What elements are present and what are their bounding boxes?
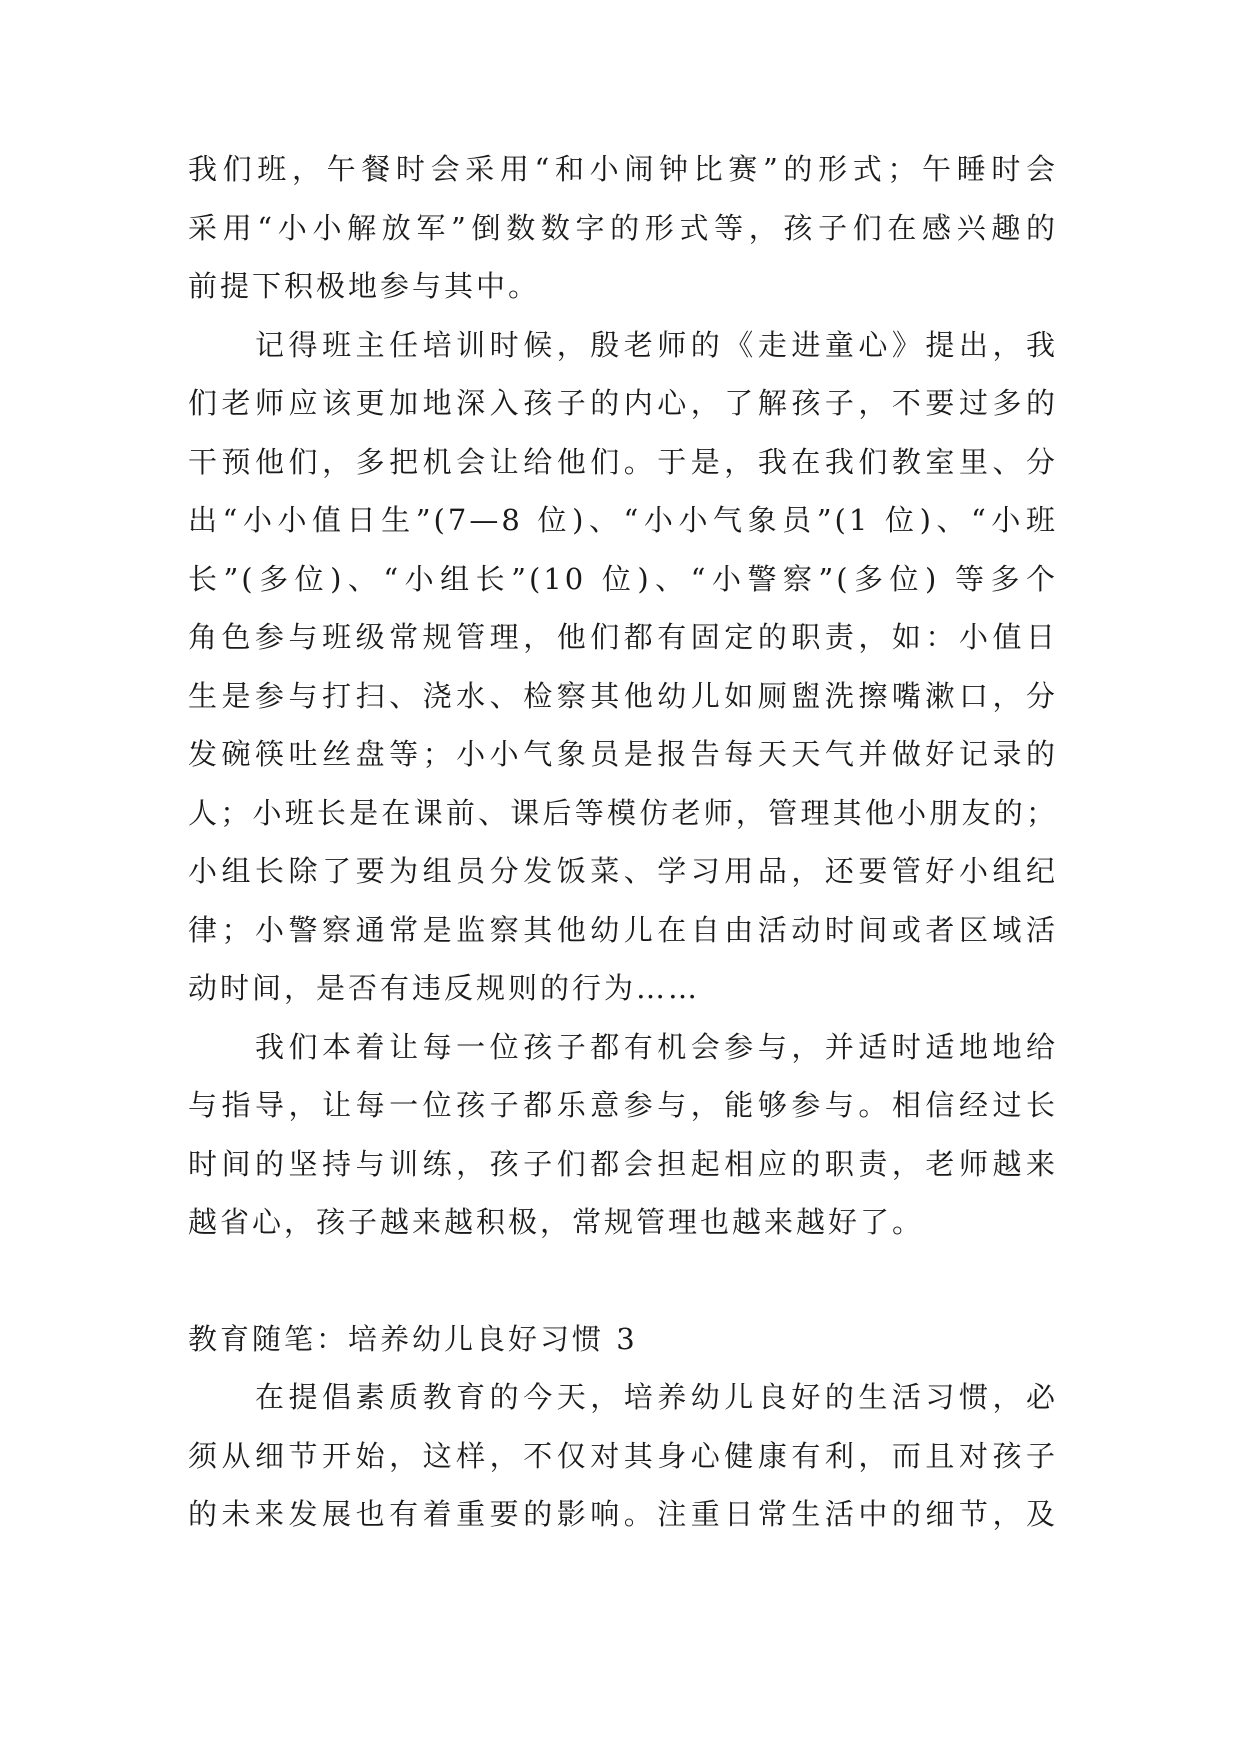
paragraph-2 [188,316,1058,1018]
section-heading: 教育随笔：培养幼儿良好习惯 3 [188,1321,638,1356]
text-line: 们老师应该更加地深入孩子的内心，了解孩子，不要过多的 [188,386,1058,420]
section-gap [188,1252,1058,1310]
text-line: 采用“小小解放军”倒数数字的形式等，孩子们在感兴趣的 [188,210,1058,245]
document-page [188,140,1058,1544]
text-line: 发碗筷吐丝盘等；小小气象员是报告每天天气并做好记录的 [188,737,1058,771]
text-line: 出“小小值日生”(7—8 位)、“小小气象员”(1 位)、“小班 [188,503,1058,537]
text-line: 与指导，让每一位孩子都乐意参与，能够参与。相信经过长 [188,1088,1058,1122]
text-line: 我们班，午餐时会采用“和小闹钟比赛”的形式；午睡时会 [188,152,1058,186]
text-line: 越省心，孩子越来越积极，常规管理也越来越好了。 [188,1205,925,1239]
text-line: 人；小班长是在课前、课后等模仿老师，管理其他小朋友的； [188,795,1058,830]
text-line: 小组长除了要为组员分发饭菜、学习用品，还要管好小组纪 [188,854,1058,888]
section-3 [188,1310,1058,1544]
text-line: 须从细节开始，这样，不仅对其身心健康有利，而且对孩子 [188,1438,1058,1473]
paragraph-1 [188,140,1058,316]
text-line: 时间的坚持与训练，孩子们都会担起相应的职责，老师越来 [188,1146,1058,1181]
text-line: 的未来发展也有着重要的影响。注重日常生活中的细节，及 [188,1497,1058,1531]
text-line: 角色参与班级常规管理，他们都有固定的职责，如：小值日 [188,620,1058,654]
text-line: 律；小警察通常是监察其他幼儿在自由活动时间或者区域活 [188,912,1058,947]
text-line: 前提下积极地参与其中。 [188,269,541,303]
text-line: 动时间，是否有违反规则的行为…… [188,971,701,1005]
text-line: 生是参与打扫、浇水、检察其他幼儿如厕盥洗擦嘴漱口，分 [188,678,1058,713]
text-line: 在提倡素质教育的今天，培养幼儿良好的生活习惯，必 [188,1380,1058,1414]
text-line: 干预他们，多把机会让给他们。于是，我在我们教室里、分 [188,444,1058,479]
paragraph-3 [188,1018,1058,1252]
text-line: 长”(多位)、“小组长”(10 位)、“小警察”(多位) 等多个 [188,561,1058,596]
text-line: 我们本着让每一位孩子都有机会参与，并适时适地地给 [188,1029,1058,1064]
text-line: 记得班主任培训时候，殷老师的《走进童心》提出，我 [188,327,1058,362]
